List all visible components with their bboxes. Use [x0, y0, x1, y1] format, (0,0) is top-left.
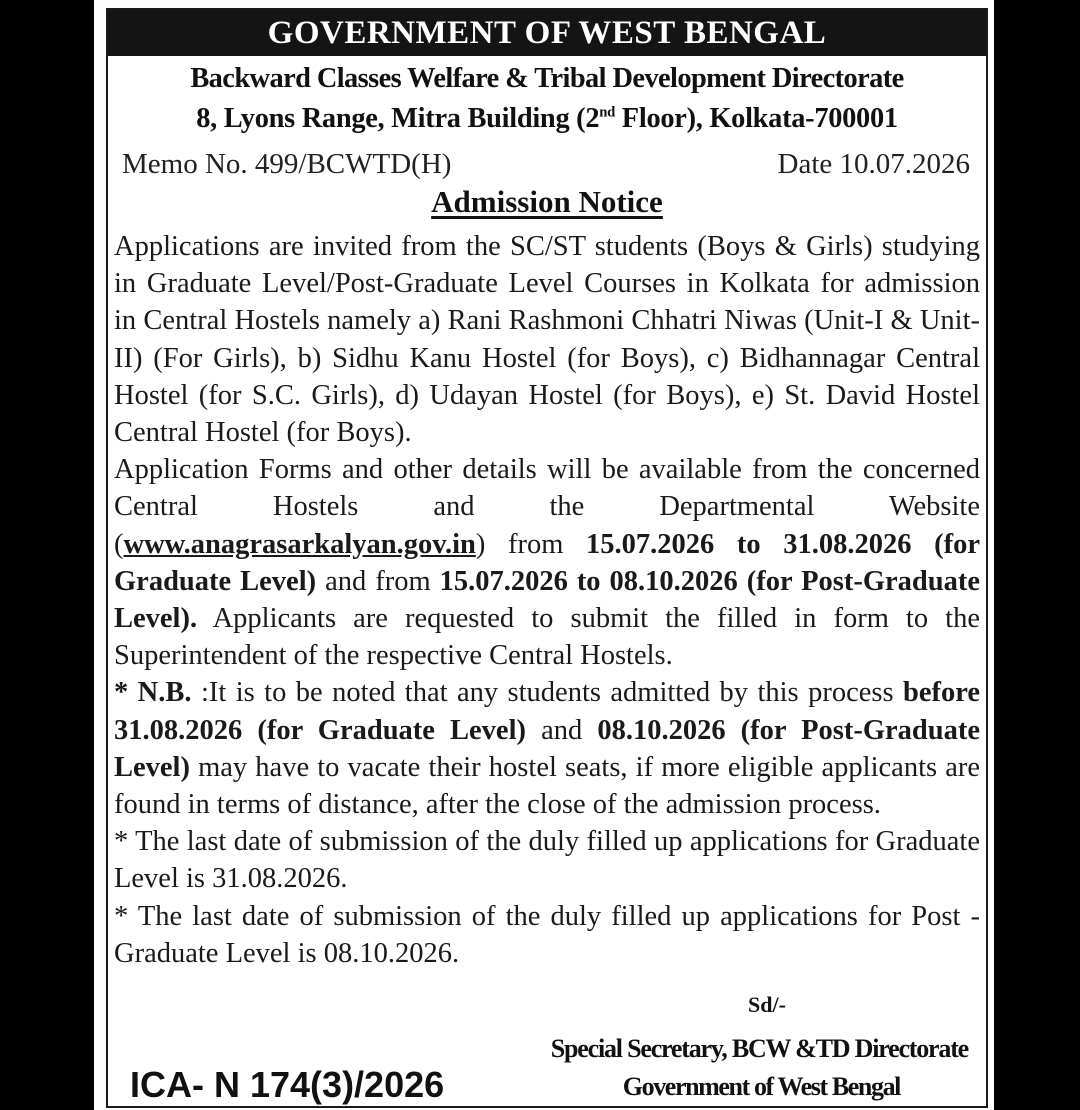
department-website-link[interactable]: www.anagrasarkalyan.gov.in: [123, 528, 476, 560]
memo-number: Memo No. 499/BCWTD(H): [122, 148, 452, 180]
nb-paragraph: [114, 674, 980, 823]
notice-title: [108, 184, 986, 220]
nb-postgraduate-date: 08.10.2026 (for Post-Graduate Level): [114, 714, 980, 783]
ica-number: ICA- N 174(3)/2026: [130, 1064, 445, 1105]
address-prefix: 8, Lyons Range, Mitra Building (2: [196, 102, 600, 134]
nb-graduate-date: before 31.08.2026 (for Graduate Level): [114, 677, 981, 746]
hostel-invitation-paragraph: Applications are invited from the SC/ST students (Boys & Girls) studying in Graduate Level/Post-Graduate Level Courses in Kolkata for admission in Central Hostels namely a) Rani Rashmoni Chhatri Niwas (Unit-I & Unit-II) (For Girls), b) Sidhu Kanu Hostel (for Boys), c) Bidhannagar Central Hostel (for S.C. Girls), d) Udayan Hostel (for Boys), e) St. David Hostel Central Hostel (for Boys).: [114, 231, 980, 449]
postgraduate-deadline-paragraph: * The last date of submission of the duly filled up applications for Post - Graduate Level is 08.10.2026.: [114, 900, 980, 969]
notice-title-text: Admission Notice: [431, 184, 663, 219]
nb-label: * N.B.: [114, 677, 192, 709]
notice-body: [114, 228, 980, 972]
nb-text: :It is to be noted that any students admitted by this process: [191, 677, 903, 709]
notice-frame: [106, 8, 988, 1108]
nb-vacate-text: may have to vacate their hostel seats, if more eligible applicants are found in terms of distance, after the close of the admission process.: [114, 751, 980, 821]
postgraduate-window: 15.07.2026 to 08.10.2026 (for Post-Graduate Level).: [114, 565, 980, 635]
graduate-window: 15.07.2026 to 31.08.2026 (for Graduate Level): [114, 528, 980, 597]
application-forms-paragraph: [114, 451, 980, 674]
address-suffix: Floor), Kolkata-700001: [614, 102, 898, 134]
office-address: [117, 102, 977, 135]
submission-instruction: Applicants are requested to submit the filled in form to the Superintendent of the respective Central Hostels.: [114, 603, 980, 672]
address-superscript: nd: [599, 104, 615, 121]
forms-text-from: ) from: [475, 528, 586, 560]
forms-text-and: and from: [316, 565, 440, 597]
memo-date: Date 10.07.2026: [777, 148, 970, 180]
signatory-designation: Special Secretary, BCW &TD Directorate: [550, 1034, 968, 1063]
directorate-name: Backward Classes Welfare & Tribal Development Directorate: [190, 62, 904, 94]
nb-and: and: [526, 714, 598, 746]
forms-text: Application Forms and other details will be available from the concerned Central Hostels and the Departmental Website (: [114, 454, 980, 560]
signatory-office: Government of West Bengal: [622, 1072, 900, 1101]
government-banner: GOVERNMENT OF WEST BENGAL: [108, 10, 986, 56]
graduate-deadline-paragraph: * The last date of submission of the duly filled up applications for Graduate Level is 31.08.2026.: [114, 826, 980, 895]
signed-mark: Sd/-: [748, 992, 786, 1017]
